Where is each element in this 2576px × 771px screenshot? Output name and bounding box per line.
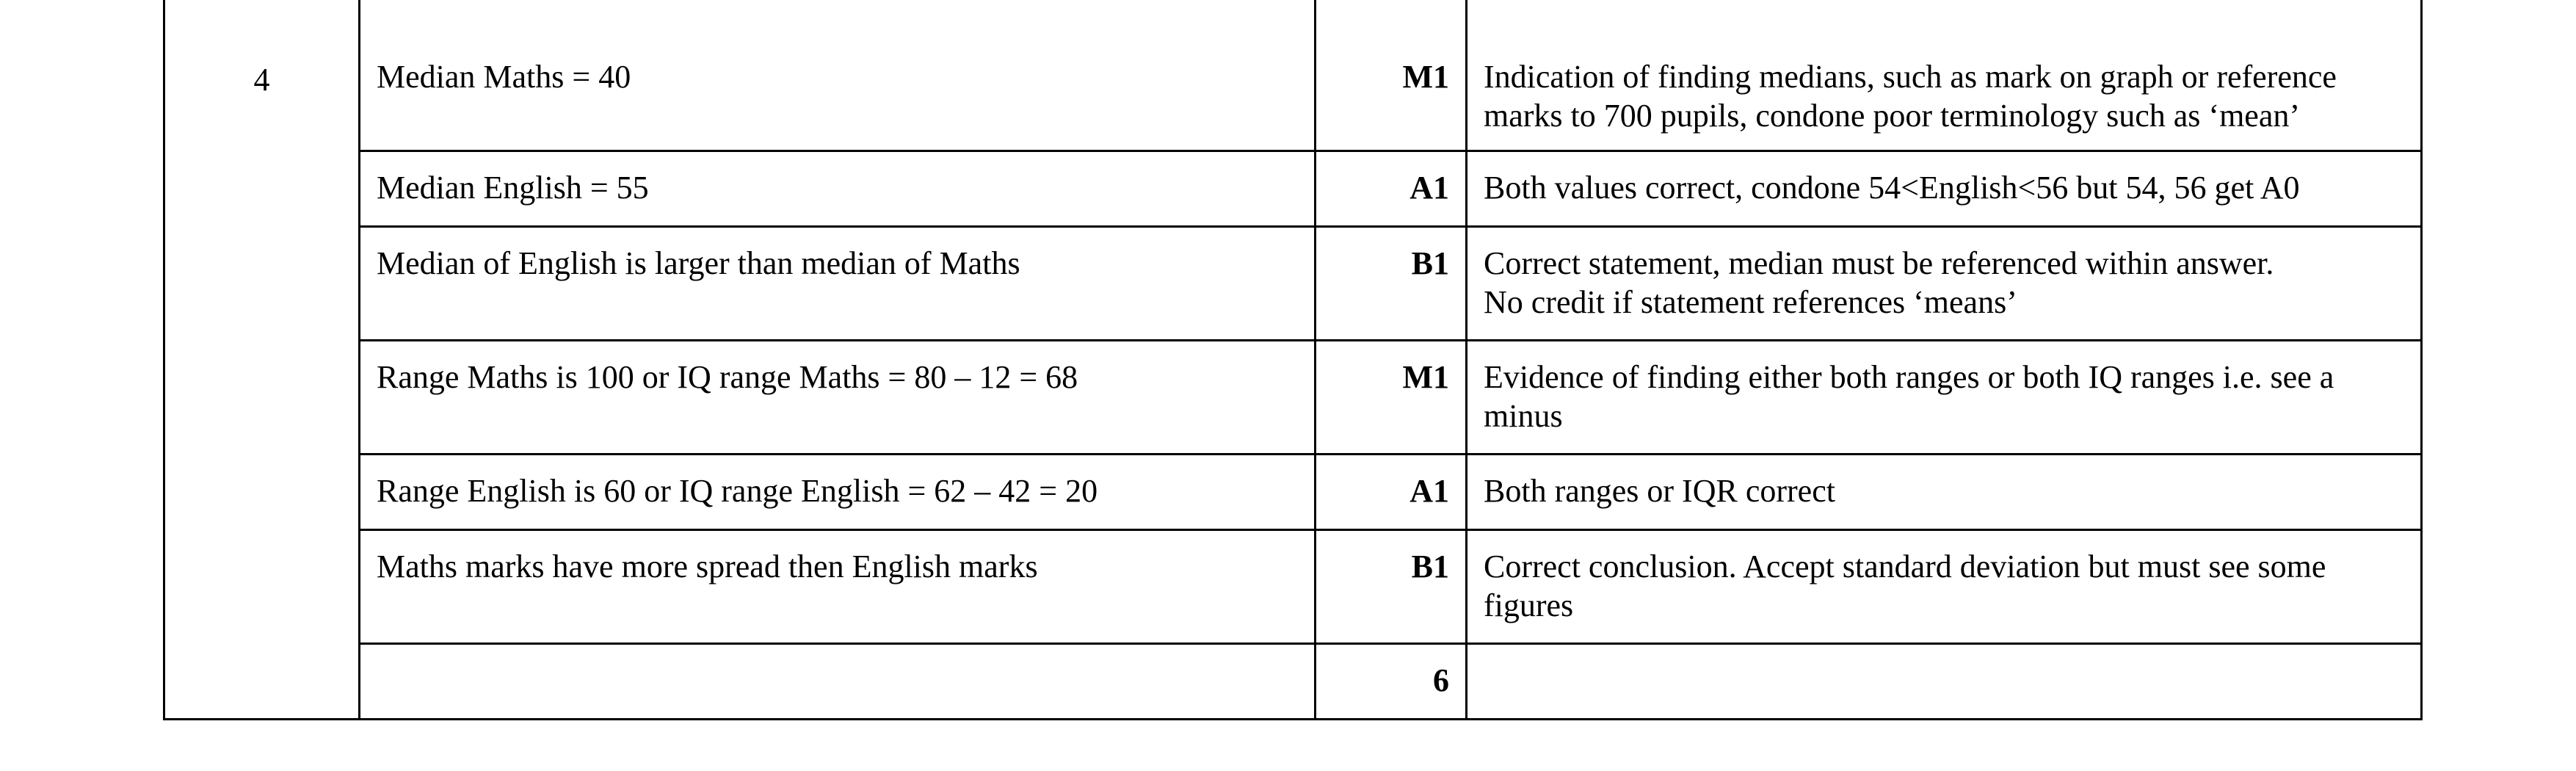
guidance-cell [1467, 340, 2422, 454]
guidance-line: minus [1484, 397, 1563, 434]
answer-cell [360, 0, 1316, 151]
mark-code: B1 [1411, 245, 1449, 281]
answer-cell [360, 340, 1316, 454]
question-number-cell [164, 0, 360, 719]
question-number: 4 [253, 62, 270, 98]
guidance-line: Indication of finding medians, such as mark on graph or reference [1484, 59, 2337, 95]
answer-cell [360, 454, 1316, 529]
guidance-line: figures [1484, 587, 1574, 623]
table-row [164, 340, 2422, 454]
mark-code: A1 [1409, 169, 1449, 206]
mark-code: A1 [1409, 472, 1449, 509]
mark-code: M1 [1402, 59, 1449, 95]
mark-cell [1316, 0, 1467, 151]
mark-cell [1316, 454, 1467, 529]
guidance-cell [1467, 529, 2422, 643]
mark-cell [1316, 226, 1467, 340]
answer-cell [360, 643, 1316, 719]
guidance-line: Both ranges or IQR correct [1484, 472, 1835, 509]
guidance-line: No credit if statement references ‘means’ [1484, 283, 2017, 320]
answer-cell [360, 226, 1316, 340]
guidance-line: Evidence of finding either both ranges or both IQ ranges i.e. see a [1484, 358, 2334, 395]
guidance-cell [1467, 0, 2422, 151]
guidance-line: marks to 700 pupils, condone poor terminology such as ‘mean’ [1484, 98, 2301, 134]
total-marks: 6 [1433, 662, 1449, 698]
guidance-cell [1467, 454, 2422, 529]
guidance-line: Both values correct, condone 54<English<56 but 54, 56 get A0 [1484, 169, 2300, 206]
answer-cell [360, 529, 1316, 643]
table-row [164, 0, 2422, 151]
table-row [164, 454, 2422, 529]
guidance-line: Correct conclusion. Accept standard deviation but must see some [1484, 548, 2326, 584]
answer-cell [360, 151, 1316, 226]
mark-cell [1316, 151, 1467, 226]
table-row [164, 151, 2422, 226]
table-row [164, 529, 2422, 643]
guidance-cell [1467, 643, 2422, 719]
total-mark-cell [1316, 643, 1467, 719]
answer-text: Median of English is larger than median of Maths [377, 245, 1020, 281]
answer-text: Median Maths = 40 [377, 59, 631, 95]
answer-text: Median English = 55 [377, 169, 649, 206]
guidance-line: Correct statement, median must be referenced within answer. [1484, 245, 2274, 281]
guidance-cell [1467, 226, 2422, 340]
answer-text: Maths marks have more spread then English marks [377, 548, 1038, 584]
mark-scheme-table [163, 0, 2423, 720]
answer-text: Range English is 60 or IQ range English = 62 – 42 = 20 [377, 472, 1098, 509]
answer-text: Range Maths is 100 or IQ range Maths = 80 – 12 = 68 [377, 358, 1078, 395]
mark-code: M1 [1402, 358, 1449, 395]
mark-cell [1316, 529, 1467, 643]
guidance-cell [1467, 151, 2422, 226]
total-row [164, 643, 2422, 719]
mark-code: B1 [1411, 548, 1449, 584]
table-row [164, 226, 2422, 340]
mark-cell [1316, 340, 1467, 454]
